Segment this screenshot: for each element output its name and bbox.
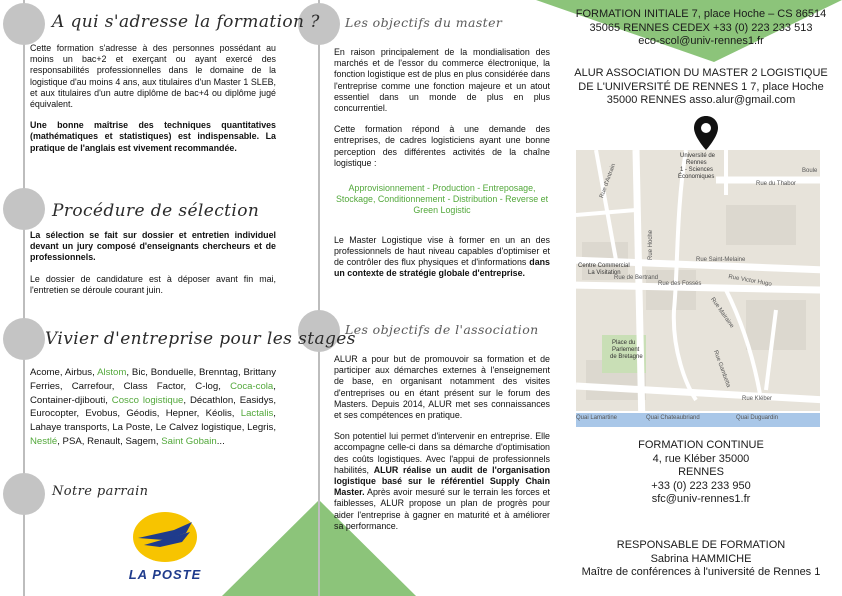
company-item: Evobus: [85, 408, 118, 420]
company-separator: ,: [231, 408, 241, 420]
company-item: Le Calvez logistique: [155, 422, 242, 434]
company-item: PSA: [62, 435, 82, 447]
company-item: Eurocopter: [30, 408, 77, 420]
objectives-paragraph-1: En raison principalement de la mondialisation des marchés et de l'essor du commerce électronique, la fonction logistique est de plus en plus considérée dans l'entreprise comme une fonction majeure et un atout essentiel dans un monde de plus en plus concurrentiel.: [334, 47, 550, 114]
selection-paragraph-1: La sélection se fait sur dossier et entretien individuel devant un jury composé d'enseignants chercheurs et de professionnels.: [30, 230, 276, 263]
selection-text: [30, 230, 276, 306]
audience-text: [30, 43, 276, 164]
company-item: Coca-cola: [230, 380, 274, 392]
location-map[interactable]: [576, 150, 820, 427]
company-separator: ,: [111, 380, 124, 392]
association-p2-end: Après avoir mesuré sur le terrain les forces et faiblesses, ALUR propose un plan de progrès pour aider l'entreprise à gagner en maturité et à améliorer sa performance.: [334, 487, 550, 531]
company-item: Acome: [30, 367, 60, 378]
company-item: Cosco logistique: [111, 394, 184, 406]
map-label-parlement-3: de Bretagne: [610, 354, 643, 360]
company-separator: ,: [150, 422, 156, 434]
company-separator: ,: [92, 367, 98, 378]
company-separator: ,: [273, 394, 276, 406]
selection-title: Procédure de sélection: [52, 201, 260, 221]
continue-address: 4, rue Kléber 35000: [652, 452, 750, 465]
company-item: Legris: [247, 422, 274, 434]
continue-block: [560, 439, 842, 507]
company-item: Brenntag: [199, 367, 238, 378]
map-label-hoche: Rue Hoche: [648, 229, 655, 261]
association-text: [334, 354, 550, 542]
company-item: Carrefour: [71, 380, 112, 392]
company-item: Airbus: [64, 367, 93, 378]
map-label-fosses: Rue des Fossés: [658, 281, 702, 287]
la-poste-wordmark: LA POSTE: [128, 567, 202, 582]
bullet-selection: [3, 188, 45, 230]
objectives-p3-bold: dans un contexte de stratégie globale d'entreprise.: [334, 257, 550, 279]
map-label-univ-2: Rennes: [686, 160, 707, 166]
audience-paragraph-1: Cette formation s'adresse à des personnes possédant au moins un bac+2 et exerçant ou ayant exercé des responsabilités professionnelles dans le domaine de la logistique d'au moins 4 ans, aux titulaires d'un Master 1 SLEB, et aux titulaires d'un autre diplôme de bac+4 ou diplôme jugé équivalent.: [30, 43, 276, 110]
map-label-univ-4: Économiques: [678, 174, 715, 180]
company-separator: ,: [155, 435, 162, 447]
company-item: Brittany Ferries: [30, 367, 276, 392]
company-separator: ,: [59, 380, 72, 392]
alur-line-3: 35000 RENNES asso.alur@gmail.com: [606, 94, 796, 106]
map-label-thabor: Rue du Thabor: [756, 181, 796, 187]
association-paragraph-1: ALUR a pour but de promouvoir sa formation et de participer aux démarches externes à l'enseignement de base, en organisant notamment des visites d'entreprises ou en étant présent sur le forum des Masters. Depuis 2014, ALUR met ses connaissances et ses compétences en pratique.: [334, 354, 550, 421]
objectives-paragraph-3: [334, 235, 550, 280]
objectives-green-list: Approvisionnement - Production - Entreposage, Stockage, Conditionnement - Distribution - Reverse et Green Logistic: [335, 183, 549, 216]
company-item: Hepner: [165, 408, 197, 420]
map-label-chateaubriand: Quai Chateaubriand: [646, 415, 700, 421]
company-item: Bic: [131, 367, 146, 378]
objectives-paragraph-2: Cette formation répond à une demande des entreprises, de cadres logisticiens ayant une bonne perception des différentes activités de la chaîne logistique :: [334, 124, 550, 168]
map-label-gambetta: Rue Gambetta: [712, 349, 732, 389]
bullet-sponsor: [3, 473, 45, 515]
company-separator: ,: [183, 394, 190, 406]
alur-block: [560, 67, 842, 108]
column2-line: [318, 0, 320, 596]
company-separator: ,: [57, 435, 63, 447]
map-pin-icon: [694, 116, 718, 150]
company-item: Renault: [87, 435, 121, 447]
bullet-companies: [3, 318, 45, 360]
company-separator: ,: [117, 408, 127, 420]
association-p2-text: Son potentiel lui permet d'intervenir en entreprise. Elle accompagne celle-ci dans sa démarche d'optimisation des coûts logistiques. Avec l'appui de professionnels habilités,: [334, 431, 550, 475]
map-label-centre-2: La Visitation: [588, 270, 621, 276]
company-item: Lahaye transports: [30, 422, 107, 434]
alur-line-1: ALUR ASSOCIATION DU MASTER 2 LOGISTIQUE: [574, 67, 828, 79]
company-separator: ,: [76, 408, 86, 420]
map-label-antrain: Rue d'Antrain: [599, 162, 618, 200]
company-separator: ,: [105, 394, 112, 406]
map-label-parlement-1: Place du: [612, 340, 636, 346]
company-separator: ,: [233, 394, 240, 406]
continue-city: RENNES: [678, 466, 724, 478]
map-label-univ-1: Université de: [680, 153, 716, 159]
company-item: Kéolis: [205, 408, 232, 420]
initial-email: eco-scol@univ-rennes1.fr: [638, 35, 764, 47]
company-item: La Poste: [112, 422, 151, 434]
la-poste-logo: [120, 510, 210, 586]
bullet-audience: [3, 3, 45, 45]
alur-line-2: DE L'UNIVERSITÉ DE RENNES 1 7, place Hoche: [578, 80, 824, 93]
la-poste-bird-icon: [120, 510, 210, 564]
initial-line-1: FORMATION INITIALE 7, place Hoche – CS 86514: [575, 8, 827, 20]
audience-title: A qui s'adresse la formation ?: [52, 12, 320, 32]
company-item: Saint Gobain: [161, 435, 217, 447]
company-separator: ,: [156, 408, 166, 420]
responsable-role: Maître de conférences à l'université de Rennes 1: [581, 566, 821, 578]
responsable-title: RESPONSABLE DE FORMATION: [616, 539, 786, 551]
map-label-univ-3: 1 - Sciences: [680, 167, 714, 173]
company-item: Sagem: [125, 435, 156, 447]
company-item: Alstom: [97, 367, 127, 378]
association-paragraph-2: [334, 431, 550, 532]
objectives-text: [334, 47, 550, 289]
association-p2-bold: ALUR réalise un audit de l'organisation logistique basé sur le référentiel Supply Chain Master.: [334, 464, 550, 498]
association-title: Les objectifs de l'association: [345, 322, 539, 337]
company-separator: ,: [237, 367, 244, 378]
map-label-dugurdin: Quai Duguardin: [736, 415, 779, 421]
company-separator: ,: [81, 435, 88, 447]
map-label-parlement-2: Parlement: [612, 347, 640, 353]
map-label-kleber: Rue Kléber: [742, 396, 773, 402]
company-separator: ,: [273, 422, 276, 434]
responsable-block: [560, 539, 842, 580]
company-separator: ,: [193, 367, 199, 378]
company-item: Lactalis: [240, 408, 274, 420]
initial-line-2: 35065 RENNES CEDEX +33 (0) 223 233 513: [589, 21, 813, 34]
company-item: Nestlé: [30, 435, 58, 447]
responsable-name: Sabrina HAMMICHE: [650, 552, 752, 565]
sponsor-title: Notre parrain: [52, 484, 149, 499]
company-separator: ,: [120, 435, 126, 447]
company-separator: ,: [241, 422, 248, 434]
map-label-bertrand: Rue de Bertrand: [614, 275, 659, 281]
map-label-centre-1: Centre Commercial: [578, 263, 630, 269]
company-item: Décathlon: [189, 394, 234, 406]
continue-email: sfc@univ-rennes1.fr: [651, 493, 751, 505]
company-item: Bonduelle: [150, 367, 194, 378]
company-item: Géodis: [126, 408, 157, 420]
continue-title: FORMATION CONTINUE: [638, 439, 764, 451]
company-separator: ,: [218, 380, 231, 392]
company-item: Container-djibouti: [30, 394, 106, 406]
company-item: C-log: [195, 380, 219, 392]
selection-paragraph-2: Le dossier de candidature est à déposer avant fin mai, l'entretien se déroule courant juin.: [30, 273, 276, 295]
company-separator: ,: [196, 408, 206, 420]
map-streets: [576, 150, 820, 427]
map-label-melaine: Rue Saint-Melaine: [696, 257, 746, 263]
companies-title: Vivier d'entreprise pour les stages: [45, 329, 356, 349]
company-separator: ...: [216, 435, 225, 447]
company-item: Class Factor: [123, 380, 184, 392]
company-item: Easidys: [239, 394, 274, 406]
initial-block: [560, 8, 842, 49]
objectives-p3-text: Le Master Logistique vise à former en un an des professionnels de haut niveau capables d'optimiser et de contrôler des flux physiques et d'informations: [334, 234, 550, 268]
map-label-lamartine: Quai Lamartine: [576, 415, 618, 421]
map-label-boule: Boule: [802, 168, 818, 174]
company-separator: ,: [126, 367, 132, 378]
objectives-title: Les objectifs du master: [345, 15, 503, 30]
map-label-mairie: Rue Mairaine: [709, 296, 735, 330]
map-label-victor: Rue Victor Hugo: [727, 274, 773, 288]
company-separator: ,: [273, 408, 276, 420]
company-separator: ,: [145, 367, 151, 378]
continue-phone: +33 (0) 223 233 950: [651, 479, 751, 492]
company-separator: ,: [183, 380, 196, 392]
audience-paragraph-2: Une bonne maîtrise des techniques quantitatives (mathématiques et statistiques) est indispensable. La pratique de l'anglais est vivement recommandée.: [30, 120, 276, 153]
companies-list: [30, 366, 276, 449]
company-separator: ,: [106, 422, 113, 434]
company-separator: ,: [273, 380, 276, 392]
company-separator: ,: [59, 367, 65, 378]
